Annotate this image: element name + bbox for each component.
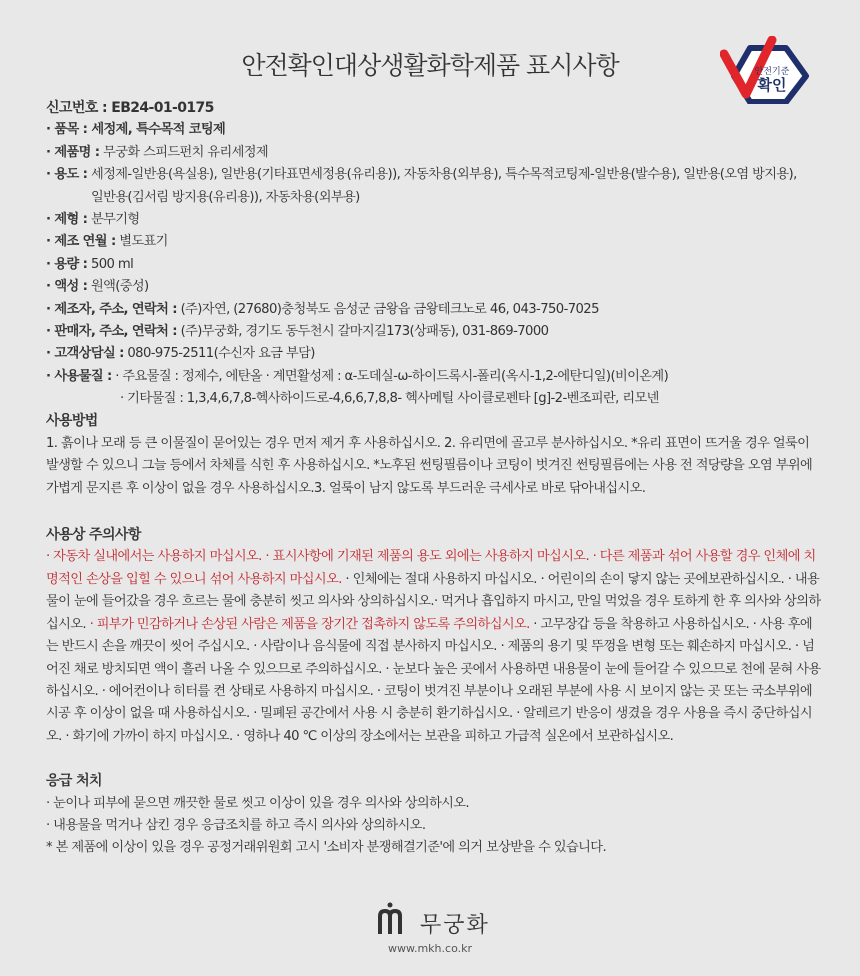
label-content <box>46 97 824 860</box>
product-name-label: · 제품명 : <box>46 144 100 160</box>
caution-heading: 사용상 주의사항 <box>46 527 141 544</box>
report-number: 신고번호 : EB24-01-0175 <box>46 100 214 116</box>
capacity-row <box>46 254 824 276</box>
manufacturer-row <box>46 299 824 321</box>
seller-row <box>46 321 824 343</box>
manufacture-date-value: 별도표기 <box>115 234 168 250</box>
caution-text <box>46 546 824 748</box>
liquidity-value: 원액(중성) <box>87 279 149 295</box>
howto-text: 1. 흙이나 모래 등 큰 이물질이 묻어있는 경우 먼저 제거 후 사용하십시오. 2. 유리면에 골고루 분사하십시오. *유리 표면이 뜨거울 경우 얼룩이 발생할 수 있으니 그늘 등에서 차체를 식힌 후 사용하십시오. *노후된 썬팅필름이나 코팅이 벗겨진 썬팅필름에는 사용 전 적당량을 오염 부위에 가볍게 문지른 후 이상이 없을 경우 사용하십시오.3. 얼룩이 남지 않도록 부드러운 극세사로 바로 닦아내십시오. <box>46 435 813 496</box>
badge-line1: 안전기준 <box>754 67 790 77</box>
materials-label: · 사용물질 : <box>46 368 112 384</box>
liquidity-label: · 액성 : <box>46 279 88 295</box>
caution-text-1: · 인체에는 절대 사용하지 마십시오. · 어린이의 손이 닿지 않는 곳에보관하십시오. · 내용물이 눈에 들어갔을 경우 흐르는 물에 충분히 씻고 의사와 상의하십시오.· 먹거나 흡입하지 마시고, 만일 먹었을 경우 토하게 한 후 의사와 상의하십시오. <box>46 571 821 632</box>
caution-warning-2: · 피부가 민감하거나 손상된 사람은 제품을 장기간 접촉하지 않도록 주의하십시오. <box>89 616 530 632</box>
usage-row-continued: 일반용(김서림 방지용(유리용)), 자동차용(외부용) <box>91 189 360 205</box>
form-row <box>46 209 824 231</box>
usage-value: 세정제-일반용(욕실용), 일반용(기타표면세정용(유리용)), 자동차용(외부용), 특수목적코팅제-일반용(발수용), 일반용(오염 방지용), <box>87 167 797 183</box>
caution-warning-1: · 자동차 실내에서는 사용하지 마십시오. · 표시사항에 기재된 제품의 용도 외에는 사용하지 마십시오. · 다른 제품과 섞어 사용할 경우 인체에 치명적인 손상을 입힐 수 있으니 섞어 사용하지 마십시오. <box>46 549 816 587</box>
emergency-heading: 응급 처치 <box>46 773 102 790</box>
page-title: 안전확인대상생활화학제품 표시사항 <box>241 51 619 80</box>
materials-row <box>46 366 824 388</box>
website-url: www.mkh.co.kr <box>387 942 472 955</box>
customer-center-row <box>46 343 824 365</box>
seller-label: · 판매자, 주소, 연락처 : <box>46 323 177 339</box>
brand-logo <box>376 902 526 938</box>
manufacturer-value: (주)자연, (27680)충청북도 음성군 금왕읍 금왕테크노로 46, 043-750-7025 <box>176 301 599 317</box>
caution-text-2: · 고무장갑 등을 착용하고 사용하십시오. · 사용 후에는 반드시 손을 깨끗이 씻어 주십시오. · 사람이나 음식물에 직접 분사하지 마십시오. · 제품의 용기 및 뚜껑을 변형 또는 훼손하지 마십시오. · 넘어진 채로 방치되면 액이 흘러 나올 수 있으므로 주의하십시오. · 눈보다 높은 곳에서 사용하면 내용물이 눈에 들어갈 수 있으므로 천에 묻혀 사용하십시오. · 에어컨이나 히터를 켠 상태로 사용하지 마십시오. · 코팅이 벗겨진 부분이나 오래된 부분에 사용 시 보이지 않는 곳 또는 국소부위에 시공 후 이상이 없을 때 사용하십시오. · 밀폐된 공간에서 사용 시 충분히 환기하십시오. · 알레르기 반응이 생겼을 경우 사용을 즉시 중단하십시오. · 화기에 가까이 하지 마십시오. · 영하나 40 ℃ 이상의 장소에서는 보관을 피하고 가급적 실온에서 보관하십시오. <box>46 616 821 744</box>
form-value: 분무기형 <box>87 211 140 227</box>
usage-row <box>46 164 824 186</box>
form-label: · 제형 : <box>46 211 88 227</box>
howto-heading: 사용방법 <box>46 413 98 430</box>
brand-name: 무궁화 <box>420 913 490 938</box>
emergency-notice: * 본 제품에 이상이 있을 경우 공정거래위원회 고시 '소비자 분쟁해결기준'에 의거 보상받을 수 있습니다. <box>46 840 607 856</box>
materials-line1: · 주요물질 : 정제수, 에탄올 · 계면활성제 : α-도데실-ω-하이드록시-폴리(옥시-1,2-에탄디일)(비이온계) <box>111 368 669 384</box>
capacity-label: · 용량 : <box>46 256 88 272</box>
usage-label: · 용도 : <box>46 167 88 183</box>
safety-check-badge-icon <box>720 36 816 104</box>
manufacture-date-row <box>46 231 824 253</box>
manufacturer-label: · 제조자, 주소, 연락처 : <box>46 301 177 317</box>
emergency-item: · 눈이나 피부에 묻으면 깨끗한 물로 씻고 이상이 있을 경우 의사와 상의하시오. <box>46 795 470 811</box>
materials-row-continued: · 기타물질 : 1,3,4,6,7,8-헥사하이드로-4,6,6,7,8,8- 헥사메틸 사이클로펜타 [g]-2-벤조피란, 리모넨 <box>120 391 659 407</box>
mkh-logo-icon <box>376 902 412 938</box>
liquidity-row <box>46 276 824 298</box>
capacity-value: 500 ml <box>87 256 134 272</box>
badge-line2: 확인 <box>757 76 787 94</box>
item-row: · 품목 : 세정제, 특수목적 코팅제 <box>46 122 226 138</box>
customer-center-value: 080-975-2511(수신자 요금 부담) <box>123 346 315 362</box>
product-name-value: 무궁화 스피드펀치 유리세정제 <box>99 144 269 160</box>
product-name-row <box>46 142 824 164</box>
emergency-item: · 내용물을 먹거나 삼킨 경우 응급조치를 하고 즉시 의사와 상의하시오. <box>46 817 426 833</box>
customer-center-label: · 고객상담실 : <box>46 346 124 362</box>
manufacture-date-label: · 제조 연월 : <box>46 234 116 250</box>
seller-value: (주)무궁화, 경기도 동두천시 갈마지길173(상패동), 031-869-7000 <box>176 323 549 339</box>
